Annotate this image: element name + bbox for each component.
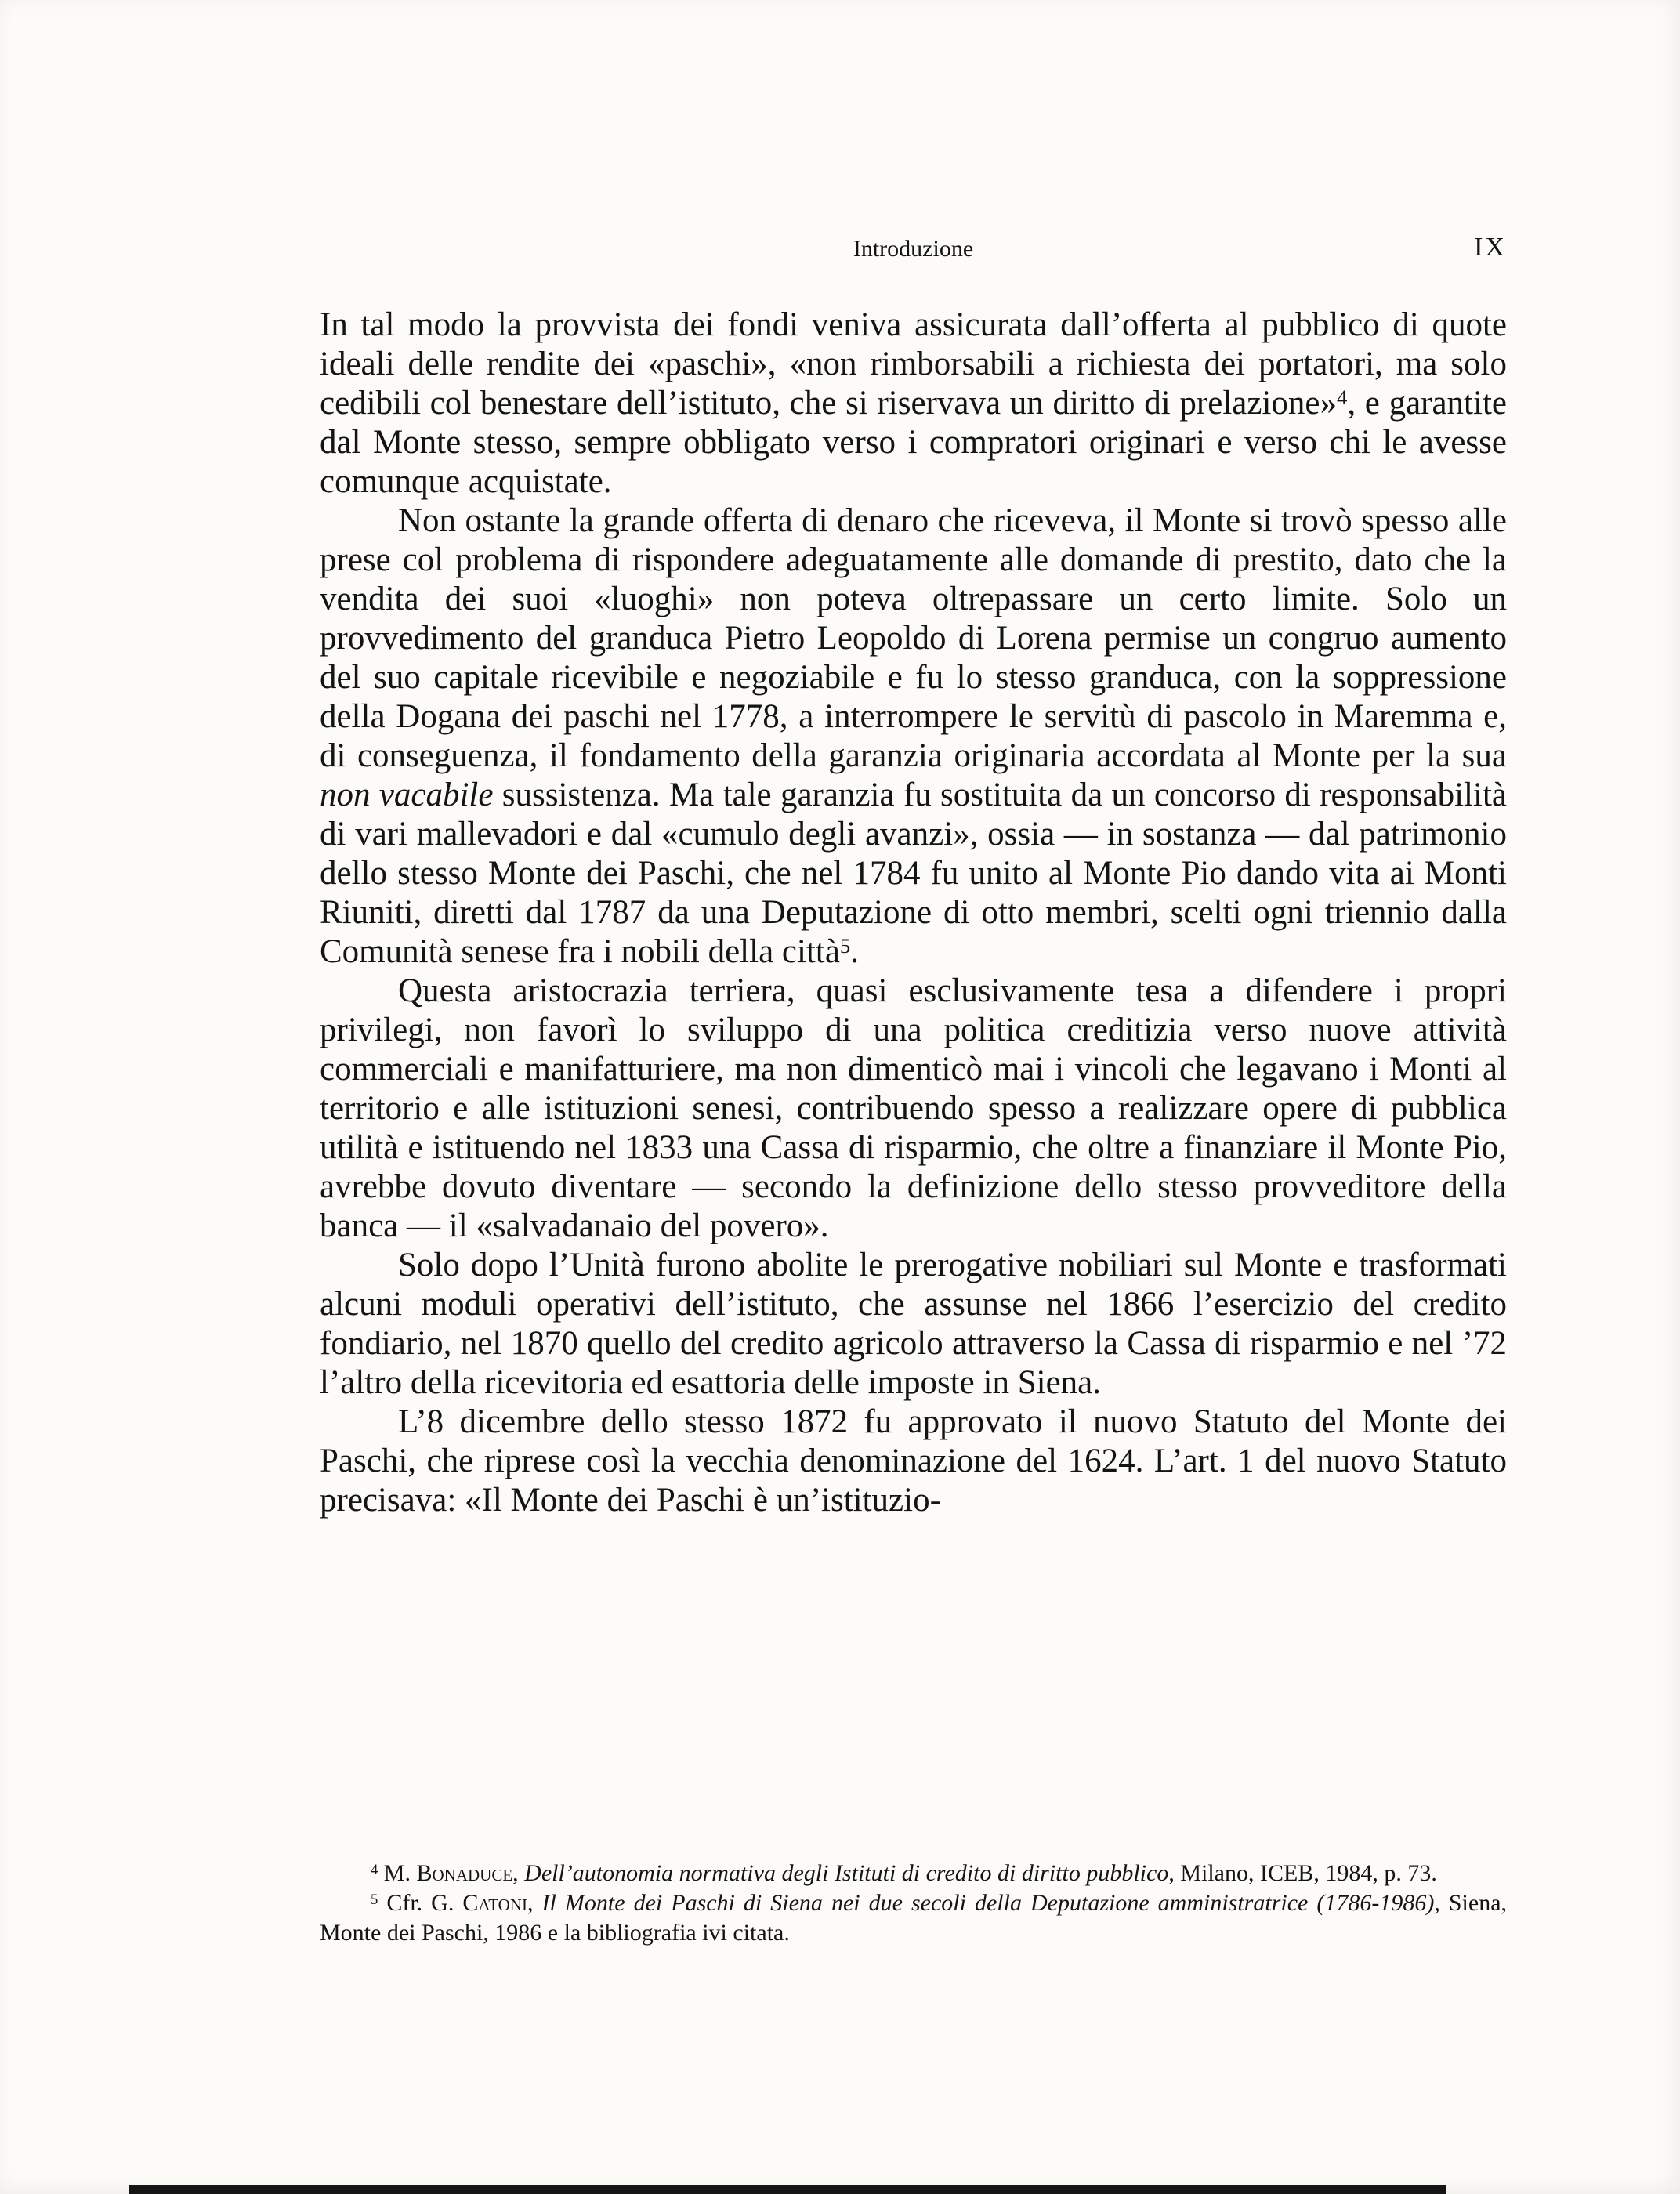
running-title: Introduzione — [853, 236, 974, 262]
page-number: IX — [1474, 233, 1507, 262]
scan-edge-artifact — [129, 2185, 1446, 2194]
body-text — [320, 306, 1507, 1520]
footnotes — [320, 1859, 1507, 1948]
paragraph: Questa aristocrazia terriera, quasi esclusivamente tesa a difendere i propri privilegi, non favorì lo sviluppo di una politica creditizia verso nuove attività commerciali e manifatturiere, ma non dimenticò mai i vincoli che legavano i Monti al territorio e alle istituzioni senesi, contribuendo spesso a realizzare opere di pubblica utilità e istituendo nel 1833 una Cassa di risparmio, che oltre a finanziare il Monte Pio, avrebbe dovuto diventare — secondo la definizione dello stesso provveditore della banca — il «salvadanaio del povero». — [320, 972, 1507, 1244]
paragraph: L’8 dicembre dello stesso 1872 fu approvato il nuovo Statuto del Monte dei Paschi, che riprese così la vecchia denominazione del 1624. L’art. 1 del nuovo Statuto precisava: «Il Monte dei Paschi è un’istituzio- — [320, 1403, 1507, 1519]
paragraph: Solo dopo l’Unità furono abolite le prerogative nobiliari sul Monte e trasformati alcuni moduli operativi dell’istituto, che assunse nel 1866 l’esercizio del credito fondiario, nel 1870 quello del credito agricolo attraverso la Cassa di risparmio e nel ’72 l’altro della ricevitoria ed esattoria delle imposte in Siena. — [320, 1247, 1507, 1401]
footnote: $^4$ M. Bonaduce, Dell’autonomia normativa degli Istituti di credito di diritto pubblico, Milano, ICEB, 1984, p. 73. — [371, 1860, 1437, 1886]
paragraph: Non ostante la grande offerta di denaro che riceveva, il Monte si trovò spesso alle prese col problema di rispondere adeguatamente alle domande di prestito, dato che la vendita dei suoi «luoghi» non poteva oltrepassare un certo limite. Solo un provvedimento del granduca Pietro Leopoldo di Lorena permise un congruo aumento del suo capitale ricevibile e negoziabile e fu lo stesso granduca, con la soppressione della Dogana dei paschi nel 1778, a interrompere le servitù di pascolo in Maremma e, di conseguenza, il fondamento della garanzia originaria accordata al Monte per la sua non vacabile sussistenza. Ma tale garanzia fu sostituita da un concorso di responsabilità di vari mallevadori e dal «cumulo degli avanzi», ossia — in sostanza — dal patrimonio dello stesso Monte dei Paschi, che nel 1784 fu unito al Monte Pio dando vita ai Monti Riuniti, diretti dal 1787 da una Deputazione di otto membri, scelti ogni triennio dalla Comunità senese fra i nobili della città$^5$. — [320, 502, 1507, 970]
page-header — [320, 235, 1507, 270]
footnote: $^5$ Cfr. G. Catoni, Il Monte dei Paschi di Siena nei due secoli della Deputazione amministratrice (1786-1986), Siena, Monte dei Paschi, 1986 e la bibliografia ivi citata. — [320, 1890, 1508, 1946]
paragraph: In tal modo la provvista dei fondi veniva assicurata dall’offerta al pubblico di quote ideali delle rendite dei «paschi», «non rimborsabili a richiesta dei portatori, ma solo cedibili col benestare dell’istituto, che si riservava un diritto di prelazione»$^4$, e garantite dal Monte stesso, sempre obbligato verso i compratori originari e verso chi le avesse comunque acquistate. — [320, 306, 1507, 500]
